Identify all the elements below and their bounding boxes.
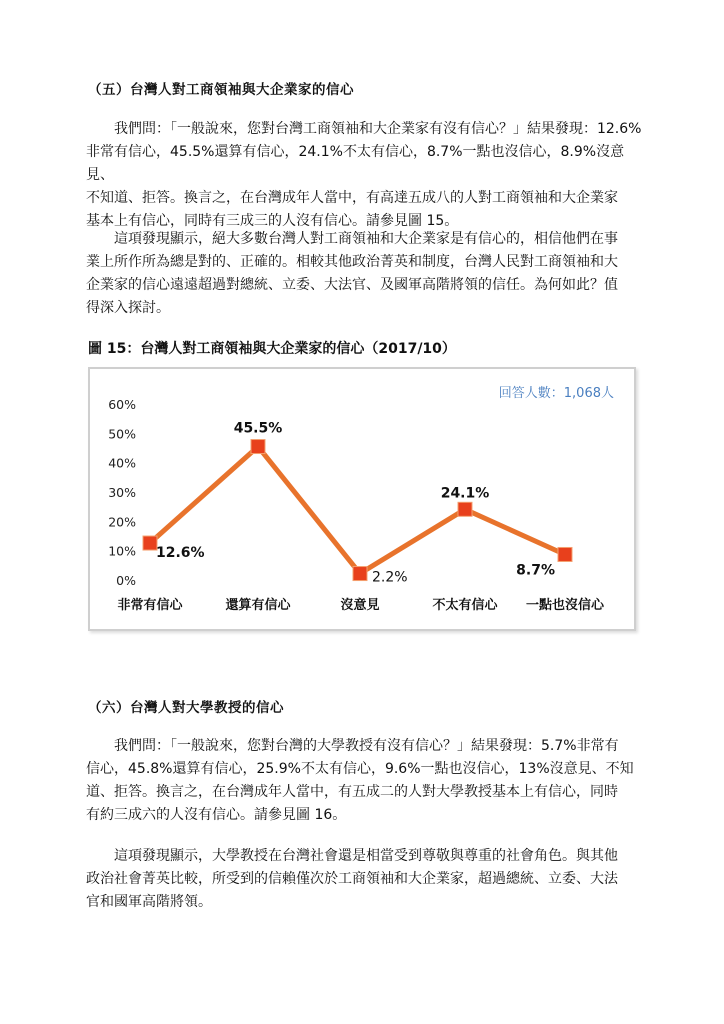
paragraph xyxy=(86,735,642,827)
data-label: 8.7% xyxy=(516,562,555,579)
x-tick-label: 還算有信心 xyxy=(225,598,291,613)
chart-canvas xyxy=(90,369,634,629)
text-line: 政治社會菁英比較，所受到的信賴僅次於工商領袖和大企業家，超過總統、立委、大法 xyxy=(86,871,618,887)
x-tick-label: 沒意見 xyxy=(340,598,380,613)
data-point-marker xyxy=(251,440,265,454)
text-line: 我們問：「一般說來，您對台灣的大學教授有沒有信心？」結果發現：5.7%非常有 xyxy=(114,738,619,754)
series-line xyxy=(150,447,565,574)
data-label: 24.1% xyxy=(440,485,490,502)
text-line: 有約三成六的人沒有信心。請參見圖 16。 xyxy=(86,807,347,823)
text-line: 企業家的信心遠遠超過對總統、立委、大法官、及國軍高階將領的信任。為何如此？值 xyxy=(86,277,618,293)
text-line: 這項發現顯示，大學教授在台灣社會還是相當受到尊敬與尊重的社會角色。與其他 xyxy=(114,848,618,864)
y-tick-label: 40% xyxy=(108,455,136,471)
text-line: 業上所作所為總是對的、正確的。相較其他政治菁英和制度，台灣人民對工商領袖和大 xyxy=(86,254,618,270)
x-tick-label: 一點也沒信心 xyxy=(525,598,605,613)
text-line: 基本上有信心，同時有三成三的人沒有信心。請參見圖 15。 xyxy=(86,213,459,229)
paragraph xyxy=(86,845,642,914)
section-heading-5: （五）台灣人對工商領袖與大企業家的信心 xyxy=(88,82,354,98)
data-point-marker xyxy=(558,547,572,561)
x-tick-label: 不太有信心 xyxy=(432,598,498,613)
section-heading-6: （六）台灣人對大學教授的信心 xyxy=(88,700,284,716)
x-tick-label: 非常有信心 xyxy=(117,598,183,613)
data-point-marker xyxy=(143,536,157,550)
paragraph xyxy=(86,228,642,320)
data-label: 2.2% xyxy=(372,569,408,586)
data-point-marker xyxy=(353,567,367,581)
text-line: 不知道、拒答。換言之，在台灣成年人當中，有高達五成八的人對工商領袖和大企業家 xyxy=(86,190,618,206)
data-label: 12.6% xyxy=(156,545,205,562)
y-tick-label: 0% xyxy=(116,573,136,588)
y-tick-label: 50% xyxy=(108,426,136,442)
line-chart xyxy=(88,367,636,631)
data-label: 45.5% xyxy=(233,420,283,437)
y-tick-label: 60% xyxy=(108,397,136,412)
respondents-label: 回答人數：1,068人 xyxy=(498,386,614,401)
text-line: 道、拒答。換言之，在台灣成年人當中，有五成二的人對大學教授基本上有信心，同時 xyxy=(86,784,618,800)
text-line: 這項發現顯示，絕大多數台灣人對工商領袖和大企業家是有信心的，相信他們在事 xyxy=(114,231,618,247)
figure-title: 圖 15：台灣人對工商領袖與大企業家的信心（2017/10） xyxy=(88,341,456,357)
paragraph xyxy=(86,118,642,233)
data-point-marker xyxy=(458,502,472,516)
y-tick-label: 20% xyxy=(108,514,136,530)
text-line: 得深入探討。 xyxy=(86,300,170,316)
y-tick-label: 10% xyxy=(108,543,136,559)
text-line: 官和國軍高階將領。 xyxy=(86,894,212,910)
y-tick-label: 30% xyxy=(108,485,136,500)
text-line: 非常有信心，45.5%還算有信心，24.1%不太有信心，8.7%一點也沒信心，8.9%沒意見、 xyxy=(86,144,625,183)
text-line: 我們問：「一般說來，您對台灣工商領袖和大企業家有沒有信心？」結果發現：12.6% xyxy=(114,121,642,137)
text-line: 信心，45.8%還算有信心，25.9%不太有信心，9.6%一點也沒信心，13%沒意見、不知 xyxy=(86,761,634,777)
